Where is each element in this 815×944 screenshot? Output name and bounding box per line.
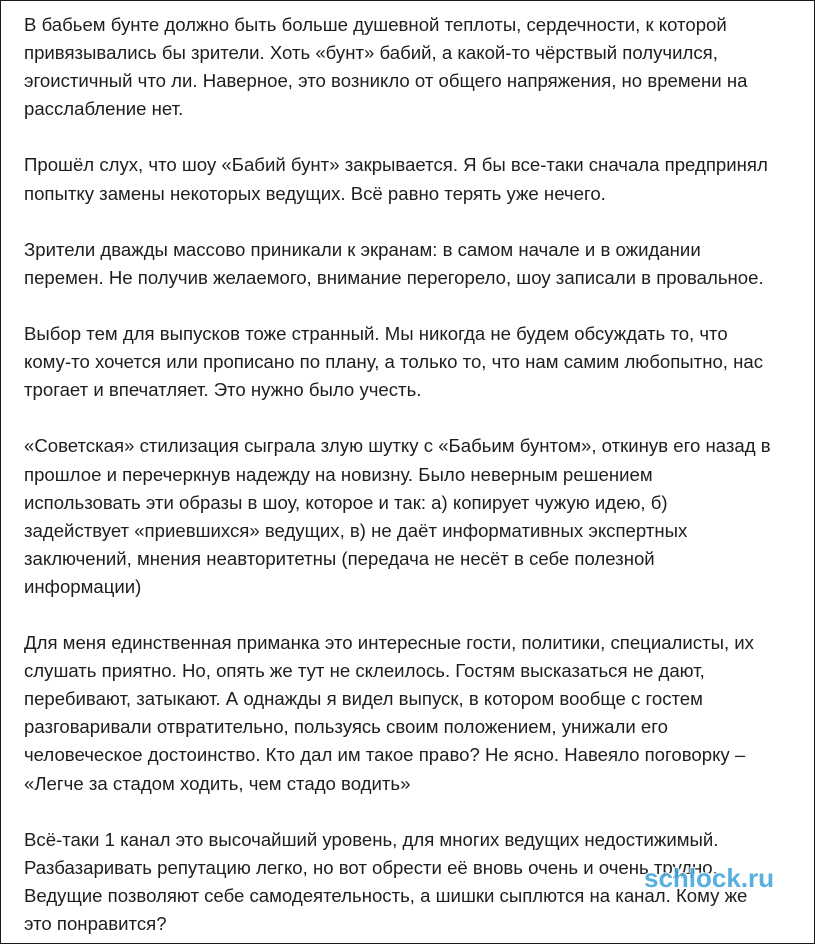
text-line: «Советская» стилизация сыграла злую шутку с «Бабьим бунтом», откинув его назад в bbox=[24, 435, 771, 457]
site-watermark: schlock.ru bbox=[644, 863, 775, 893]
text-line: «Легче за стадом ходить, чем стадо водить» bbox=[24, 772, 411, 794]
text-line: кому-то хочется или прописано по плану, а только то, что нам самим любопытно, нас bbox=[24, 351, 764, 373]
paragraph-6 bbox=[24, 629, 799, 798]
text-line: эгоистичный что ли. Наверное, это возникло от общего напряжения, но времени на bbox=[24, 70, 748, 92]
text-line: расслабление нет. bbox=[24, 98, 184, 120]
text-line: заключений, мнения неавторитетны (передача не несёт в себе полезной bbox=[24, 547, 655, 569]
text-line: попытку замены некоторых ведущих. Всё равно терять уже нечего. bbox=[24, 182, 606, 204]
text-line: перемен. Не получив желаемого, внимание перегорело, шоу записали в провальное. bbox=[24, 266, 764, 288]
text-line: Выбор тем для выпусков тоже странный. Мы никогда не будем обсуждать то, что bbox=[24, 323, 728, 345]
text-line: Зрители дважды массово приникали к экранам: в самом начале и в ожидании bbox=[24, 238, 701, 260]
text-line: разговаривали отвратительно, пользуясь своим положением, унижали его bbox=[24, 716, 668, 738]
text-line: использовать эти образы в шоу, которое и так: а) копирует чужую идею, б) bbox=[24, 491, 668, 513]
text-line: информации) bbox=[24, 575, 142, 597]
text-line: задействует «приевшихся» ведущих, в) не даёт информативных экспертных bbox=[24, 519, 688, 541]
text-line: привязывались бы зрители. Хоть «бунт» бабий, а какой-то чёрствый получился, bbox=[24, 42, 718, 64]
paragraph-1 bbox=[24, 11, 799, 123]
text-line: Разбазаривать репутацию легко, но вот обрести её вновь очень и очень трудно. bbox=[24, 856, 718, 878]
text-line: слушать приятно. Но, опять же тут не склеилось. Гостям высказаться не дают, bbox=[24, 660, 705, 682]
text-line: перебивают, затыкают. А однажды я видел выпуск, в котором вообще с гостем bbox=[24, 688, 703, 710]
text-line: Всё-таки 1 канал это высочайший уровень, для многих ведущих недостижимый. bbox=[24, 828, 719, 850]
text-line: Для меня единственная приманка это интересные гости, политики, специалисты, их bbox=[24, 632, 754, 654]
text-line: В бабьем бунте должно быть больше душевной теплоты, сердечности, к которой bbox=[24, 14, 727, 35]
text-line: человеческое достоинство. Кто дал им такое право? Не ясно. Навеяло поговорку – bbox=[24, 744, 746, 766]
paragraph-3 bbox=[24, 236, 799, 292]
paragraph-5 bbox=[24, 432, 799, 601]
text-line: трогает и впечатляет. Это нужно было учесть. bbox=[24, 379, 422, 401]
paragraph-4 bbox=[24, 320, 799, 404]
paragraph-2 bbox=[24, 151, 799, 207]
text-line: это понравится? bbox=[24, 913, 167, 934]
text-line: Ведущие позволяют себе самодеятельность, а шишки сыплются на канал. Кому же bbox=[24, 884, 748, 906]
text-line: Прошёл слух, что шоу «Бабий бунт» закрывается. Я бы все-таки сначала предпринял bbox=[24, 154, 768, 176]
text-line: прошлое и перечеркнув надежду на новизну. Было неверным решением bbox=[24, 463, 653, 485]
article-body bbox=[24, 11, 799, 938]
